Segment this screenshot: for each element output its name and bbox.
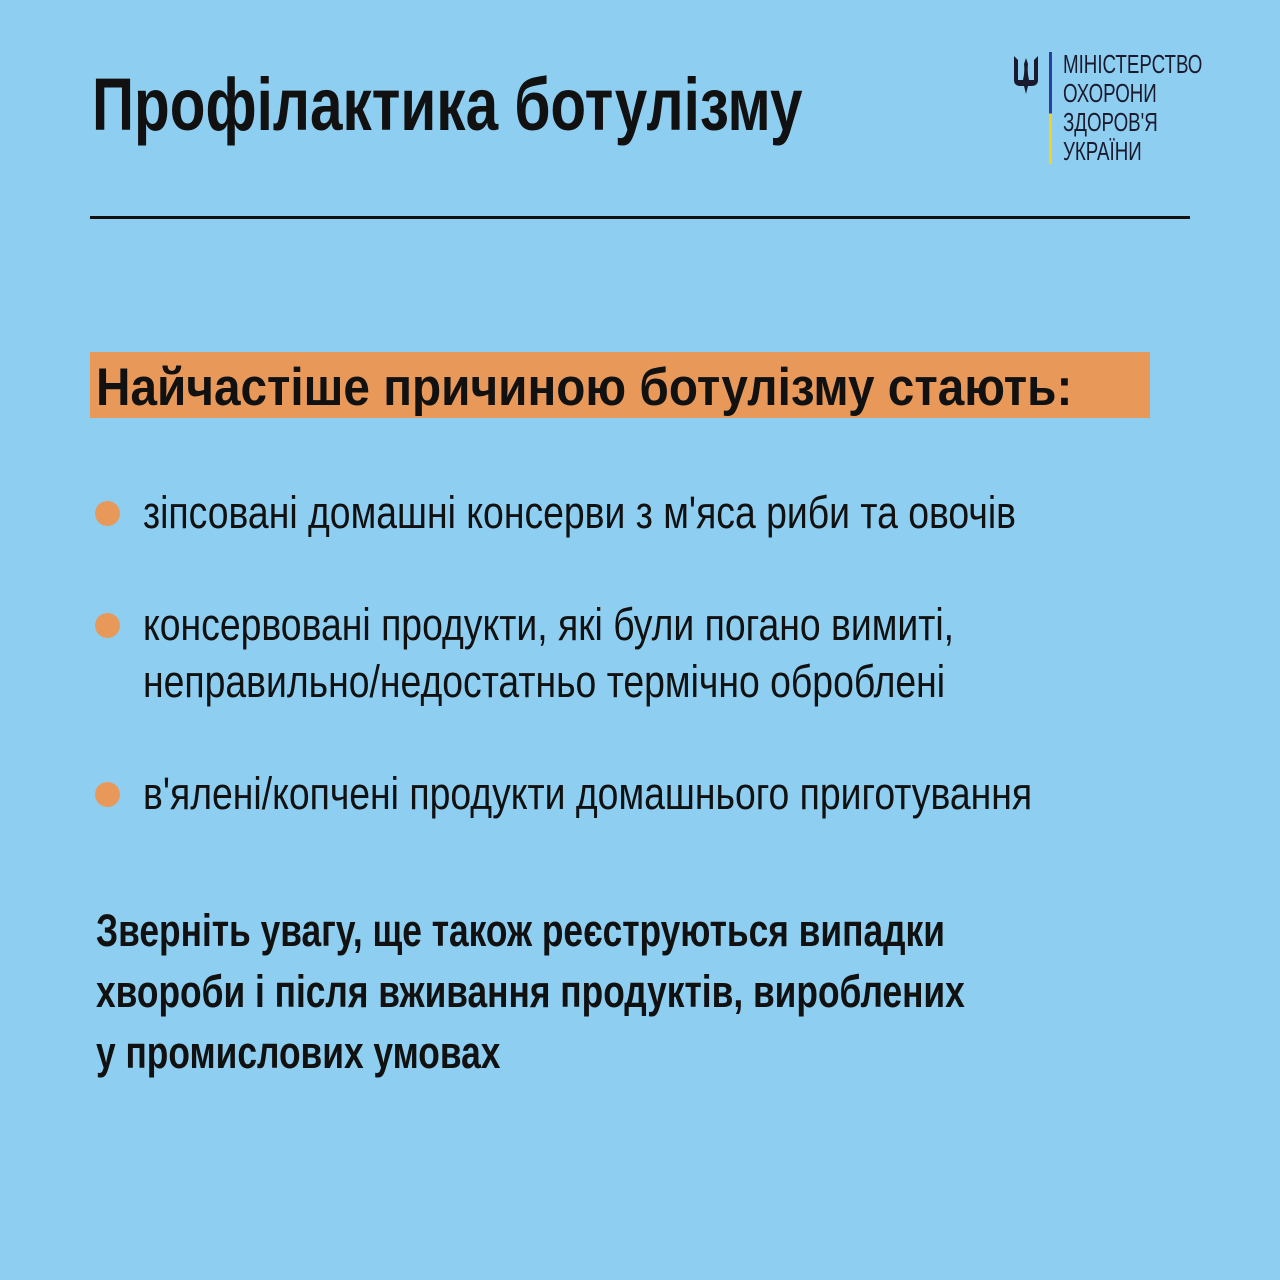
logo-line: ОХОРОНИ — [1063, 78, 1157, 108]
divider — [90, 216, 1190, 219]
list-item-text: консервовані продукти, які були погано вимиті, — [143, 599, 955, 650]
logo-text — [1063, 50, 1202, 166]
bullet-dot-icon — [95, 782, 120, 807]
list-item — [143, 765, 1032, 822]
list-item-text: зіпсовані домашні консерви з м'яса риби та овочів — [143, 487, 1016, 538]
list-item-text: неправильно/недостатньо термічно оброблені — [143, 656, 946, 707]
logo-line: ЗДОРОВ'Я — [1063, 107, 1158, 137]
list-item — [143, 596, 954, 710]
section-heading: Найчастіше причиною ботулізму стають: — [96, 358, 1073, 417]
note-line: хвороби і після вживання продуктів, вироблених — [96, 966, 965, 1017]
bullet-dot-icon — [95, 501, 120, 526]
note-line: Зверніть увагу, ще також реєструються випадки — [96, 905, 945, 956]
note — [96, 900, 965, 1083]
page-title: Профілактика ботулізму — [92, 63, 803, 146]
list-item-text: в'ялені/копчені продукти домашнього приготування — [143, 768, 1033, 819]
list-item — [143, 484, 1016, 541]
logo-line: МІНІСТЕРСТВО — [1063, 49, 1203, 79]
logo-divider — [1049, 52, 1052, 164]
bullet-dot-icon — [95, 613, 120, 638]
trident-icon — [1012, 54, 1040, 96]
ministry-logo — [1012, 49, 1203, 167]
logo-line: УКРАЇНИ — [1063, 136, 1142, 166]
note-line: у промислових умовах — [96, 1027, 501, 1078]
